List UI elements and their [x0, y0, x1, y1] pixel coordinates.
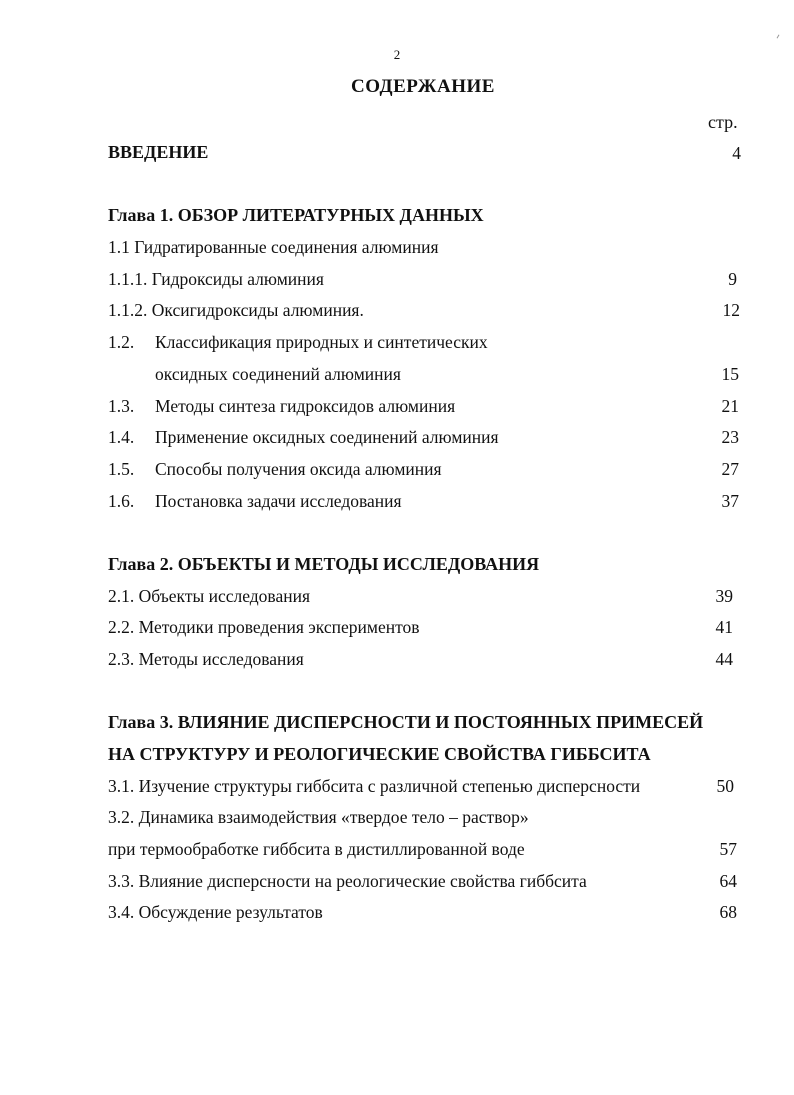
toc-entry-1-3: Методы синтеза гидроксидов алюминия — [155, 396, 456, 416]
toc-intro-page: 4 — [732, 143, 741, 163]
toc-entry-1-5: Способы получения оксида алюминия — [155, 459, 442, 479]
toc-title: СОДЕРЖАНИЕ — [351, 76, 495, 97]
toc-entry-1-6: Постановка задачи исследования — [155, 491, 402, 511]
toc-entry-3-1-page: 50 — [716, 776, 734, 796]
toc-entry-1-2-line1: Классификация природных и синтетических — [155, 332, 488, 352]
page-number: 2 — [393, 47, 401, 62]
toc-entry-3-4-page: 68 — [719, 902, 737, 922]
toc-entry-1-2-number: 1.2. — [108, 332, 135, 352]
chapter-2-heading: Глава 2. ОБЪЕКТЫ И МЕТОДЫ ИССЛЕДОВАНИЯ — [108, 554, 540, 574]
toc-entry-3-4: 3.4. Обсуждение результатов — [108, 902, 323, 922]
toc-entry-2-1: 2.1. Объекты исследования — [108, 586, 311, 606]
toc-entry-3-1: 3.1. Изучение структуры гиббсита с различной степенью дисперсности — [108, 776, 641, 796]
toc-entry-1-3-page: 21 — [721, 396, 739, 416]
toc-intro-label: ВВЕДЕНИЕ — [108, 142, 209, 162]
toc-entry-2-2-page: 41 — [715, 617, 733, 637]
chapter-3-heading-line1: Глава 3. ВЛИЯНИЕ ДИСПЕРСНОСТИ И ПОСТОЯННЫХ ПРИМЕСЕЙ — [108, 712, 704, 732]
toc-entry-1-3-number: 1.3. — [108, 396, 135, 416]
toc-entry-1-1: 1.1 Гидратированные соединения алюминия — [108, 237, 439, 257]
chapter-1-heading: Глава 1. ОБЗОР ЛИТЕРАТУРНЫХ ДАННЫХ — [108, 205, 484, 225]
pages-column-label: стр. — [708, 112, 738, 132]
chapter-3-heading-line2: НА СТРУКТУРУ И РЕОЛОГИЧЕСКИЕ СВОЙСТВА ГИББСИТА — [108, 744, 651, 764]
toc-entry-1-1-2: 1.1.2. Оксигидроксиды алюминия. — [108, 300, 364, 320]
toc-entry-1-6-page: 37 — [721, 491, 739, 511]
toc-entry-1-1-2-page: 12 — [722, 300, 740, 320]
toc-entry-1-5-number: 1.5. — [108, 459, 135, 479]
toc-entry-3-2-line2: при термообработке гиббсита в дистиллированной воде — [108, 839, 525, 859]
scan-mark — [777, 35, 780, 39]
toc-entry-1-4-number: 1.4. — [108, 427, 135, 447]
toc-entry-2-2: 2.2. Методики проведения экспериментов — [108, 617, 420, 637]
toc-entry-1-4: Применение оксидных соединений алюминия — [155, 427, 499, 447]
toc-entry-1-5-page: 27 — [721, 459, 739, 479]
toc-entry-1-2-line2: оксидных соединений алюминия — [155, 364, 401, 384]
toc-entry-3-3: 3.3. Влияние дисперсности на реологические свойства гиббсита — [108, 871, 587, 891]
toc-entry-3-2-line1: 3.2. Динамика взаимодействия «твердое тело – раствор» — [108, 807, 529, 827]
toc-entry-1-6-number: 1.6. — [108, 491, 135, 511]
toc-entry-2-3: 2.3. Методы исследования — [108, 649, 304, 669]
toc-entry-1-4-page: 23 — [721, 427, 739, 447]
toc-entry-3-3-page: 64 — [719, 871, 737, 891]
toc-entry-3-2-page: 57 — [719, 839, 737, 859]
toc-entry-2-1-page: 39 — [715, 586, 733, 606]
toc-entry-2-3-page: 44 — [715, 649, 733, 669]
toc-entry-1-1-1: 1.1.1. Гидроксиды алюминия — [108, 269, 324, 289]
toc-entry-1-2-page: 15 — [721, 364, 739, 384]
toc-entry-1-1-1-page: 9 — [728, 269, 737, 289]
